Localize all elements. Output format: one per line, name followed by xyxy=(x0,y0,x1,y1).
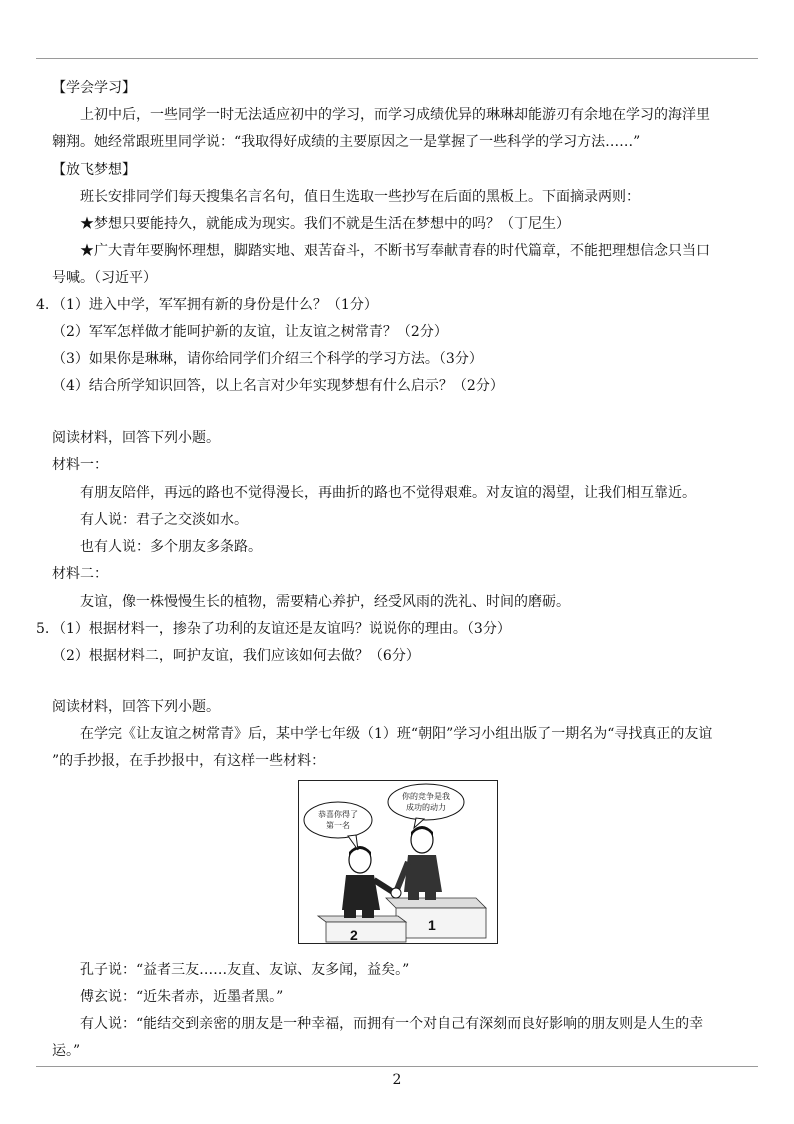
dream-intro: 班长安排同学们每天搜集名言名句，值日生选取一些抄写在后面的黑板上。下面摘录两则： xyxy=(80,189,640,205)
speech-bubble-right-line2: 成功的动力 xyxy=(406,803,446,812)
q4-sub1: （1）进入中学，军军拥有新的身份是什么？（1分） xyxy=(52,297,378,313)
page-number: 2 xyxy=(392,1072,402,1088)
quote-fuxuan: 傅玄说：“近朱者赤，近墨者黑。” xyxy=(80,989,284,1005)
q5-sub1: （1）根据材料一，掺杂了功利的友谊还是友谊吗？说说你的理由。（3分） xyxy=(52,621,511,637)
material1-line3: 也有人说：多个朋友多条路。 xyxy=(80,539,262,555)
section3-prompt: 阅读材料，回答下列小题。 xyxy=(52,699,220,715)
footer-rule xyxy=(36,1066,758,1067)
material2-label: 材料二： xyxy=(52,566,108,582)
heading-dream: 【放飞梦想】 xyxy=(52,162,136,178)
q4-number: 4. xyxy=(36,297,50,313)
speech-bubble-left-line2: 第一名 xyxy=(326,821,350,830)
speech-bubble-left-line1: 恭喜你得了 xyxy=(318,810,358,819)
quote-tennyson: ★梦想只要能持久，就能成为现实。我们不就是生活在梦想中的吗？（丁尼生） xyxy=(80,216,570,232)
material1-line1: 有朋友陪伴，再远的路也不觉得漫长，再曲折的路也不觉得艰难。对友谊的渴望，让我们相互靠近。 xyxy=(80,485,696,501)
material1-label: 材料一： xyxy=(52,457,108,473)
quote-confucius: 孔子说：“益者三友……友直、友谅、友多闻，益矣。” xyxy=(80,962,410,978)
learn-paragraph-line1: 上初中后，一些同学一时无法适应初中的学习，而学习成绩优异的琳琳却能游刃有余地在学习的海洋里 xyxy=(80,107,710,123)
section3-intro-line1: 在学完《让友谊之树常青》后，某中学七年级（1）班“朝阳”学习小组出版了一期名为“寻找真正的友谊 xyxy=(80,726,713,742)
header-rule xyxy=(36,58,758,59)
podium-first-label: 1 xyxy=(428,917,436,933)
section2-prompt: 阅读材料，回答下列小题。 xyxy=(52,430,220,446)
q4-sub3: （3）如果你是琳琳，请你给同学们介绍三个科学的学习方法。（3分） xyxy=(52,351,483,367)
speech-bubble-right-line1: 你的竞争是我 xyxy=(402,792,450,801)
q5-number: 5. xyxy=(36,621,50,637)
quote-xi-line2: 号喊。（习近平） xyxy=(52,270,157,286)
q4-sub4: （4）结合所学知识回答，以上名言对少年实现梦想有什么启示？（2分） xyxy=(52,378,504,394)
handshake xyxy=(391,888,401,898)
cartoon-illustration xyxy=(298,780,498,944)
quote-someone-line2: 运。” xyxy=(52,1043,81,1059)
quote-xi-line1: ★广大青年要胸怀理想，脚踏实地、艰苦奋斗，不断书写奉献青春的时代篇章，不能把理想信念只当口 xyxy=(80,243,710,259)
section3-intro-line2: ”的手抄报，在手抄报中，有这样一些材料： xyxy=(52,753,326,769)
q5-sub2: （2）根据材料二，呵护友谊，我们应该如何去做？（6分） xyxy=(52,648,420,664)
material1-line2: 有人说：君子之交淡如水。 xyxy=(80,512,248,528)
q4-sub2: （2）军军怎样做才能呵护新的友谊，让友谊之树常青？（2分） xyxy=(52,324,448,340)
learn-paragraph-line2: 翱翔。她经常跟班里同学说：“我取得好成绩的主要原因之一是掌握了一些科学的学习方法……” xyxy=(52,134,641,150)
quote-someone-line1: 有人说：“能结交到亲密的朋友是一种幸福，而拥有一个对自己有深刻而良好影响的朋友则是人生的幸 xyxy=(80,1016,704,1032)
heading-learn: 【学会学习】 xyxy=(52,80,136,96)
material2-line1: 友谊，像一株慢慢生长的植物，需要精心养护，经受风雨的洗礼、时间的磨砺。 xyxy=(80,594,570,610)
podium-second-label: 2 xyxy=(350,927,358,943)
